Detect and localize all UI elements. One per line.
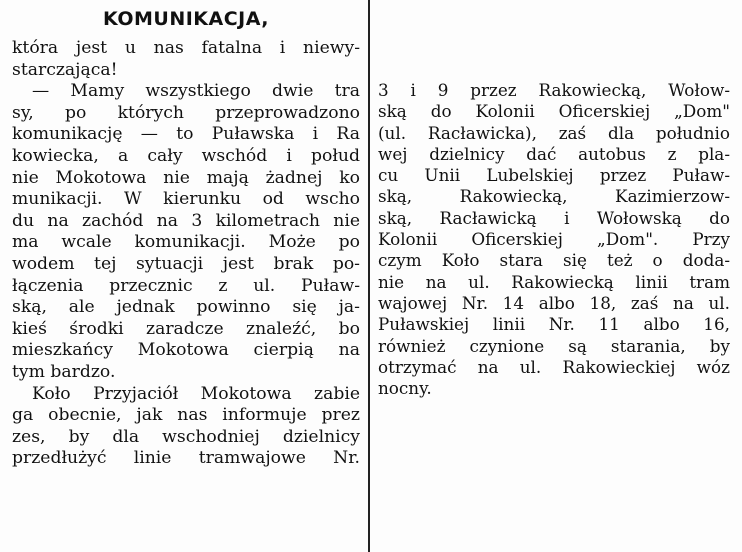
text-line: ską, ale jednak powinno się ja-: [12, 297, 360, 318]
text-line: zes, by dla wschodniej dzielnicy: [12, 426, 360, 447]
text-line: przedłużyć linie tramwajowe Nr.: [12, 448, 360, 469]
text-line: ma wcale komunikacji. Może po: [12, 232, 360, 253]
text-line: również czynione są starania, by: [378, 335, 730, 356]
text-line: Koło Przyjaciół Mokotowa zabie: [32, 383, 360, 404]
text-line: wej dzielnicy dać autobus z pla-: [378, 143, 730, 164]
article-column-right: [378, 80, 730, 399]
text-line: nocny.: [378, 378, 432, 399]
text-line: 3 i 9 przez Rakowiecką, Wołow-: [378, 80, 730, 100]
text-line: wajowej Nr. 14 albo 18, zaś na ul.: [378, 292, 730, 313]
article-column-left: [12, 6, 360, 470]
text-line: czym Koło stara się też o doda-: [378, 250, 730, 271]
text-line: tym bardzo.: [12, 361, 116, 382]
text-line: Puławskiej linii Nr. 11 albo 16,: [378, 314, 730, 335]
text-line: otrzymać na ul. Rakowieckiej wóz: [378, 356, 730, 377]
text-line: wodem tej sytuacji jest brak po-: [12, 253, 360, 274]
text-line: — Mamy wszystkiego dwie tra: [32, 81, 360, 102]
text-line: kowiecka, a cały wschód i połud: [12, 145, 360, 166]
text-line: du na zachód na 3 kilometrach nie: [12, 210, 360, 231]
text-line: Kolonii Oficerskiej „Dom". Przy: [378, 229, 730, 250]
text-line: ską do Kolonii Oficerskiej „Dom": [378, 101, 730, 122]
text-line: sy, po których przeprowadzono: [12, 102, 360, 123]
text-line: mieszkańcy Mokotowa cierpią na: [12, 340, 360, 361]
text-line: ską, Rakowiecką, Kazimierzow-: [378, 186, 730, 207]
text-line: ską, Racławicką i Wołowską do: [378, 207, 730, 228]
text-line: starczająca!: [12, 59, 118, 80]
text-line: munikacji. W kierunku od wscho: [12, 189, 360, 210]
text-line: łączenia przecznic z ul. Puław-: [12, 275, 360, 296]
text-line: komunikację — to Puławska i Ra: [12, 124, 360, 145]
text-line: (ul. Racławicka), zaś dla południo: [378, 122, 730, 143]
text-line: nie Mokotowa nie mają żadnej ko: [12, 167, 360, 188]
column-divider: [368, 0, 370, 552]
left-column-text: [12, 38, 360, 470]
text-line: cu Unii Lubelskiej przez Puław-: [378, 165, 730, 186]
article-headline: KOMUNIKACJA,: [102, 8, 270, 30]
text-line: kieś środki zaradcze znaleźć, bo: [12, 318, 360, 339]
text-line: nie na ul. Rakowiecką linii tram: [378, 271, 730, 292]
text-line: która jest u nas fatalna i niewy-: [12, 38, 360, 58]
text-line: ga obecnie, jak nas informuje prez: [12, 405, 360, 426]
